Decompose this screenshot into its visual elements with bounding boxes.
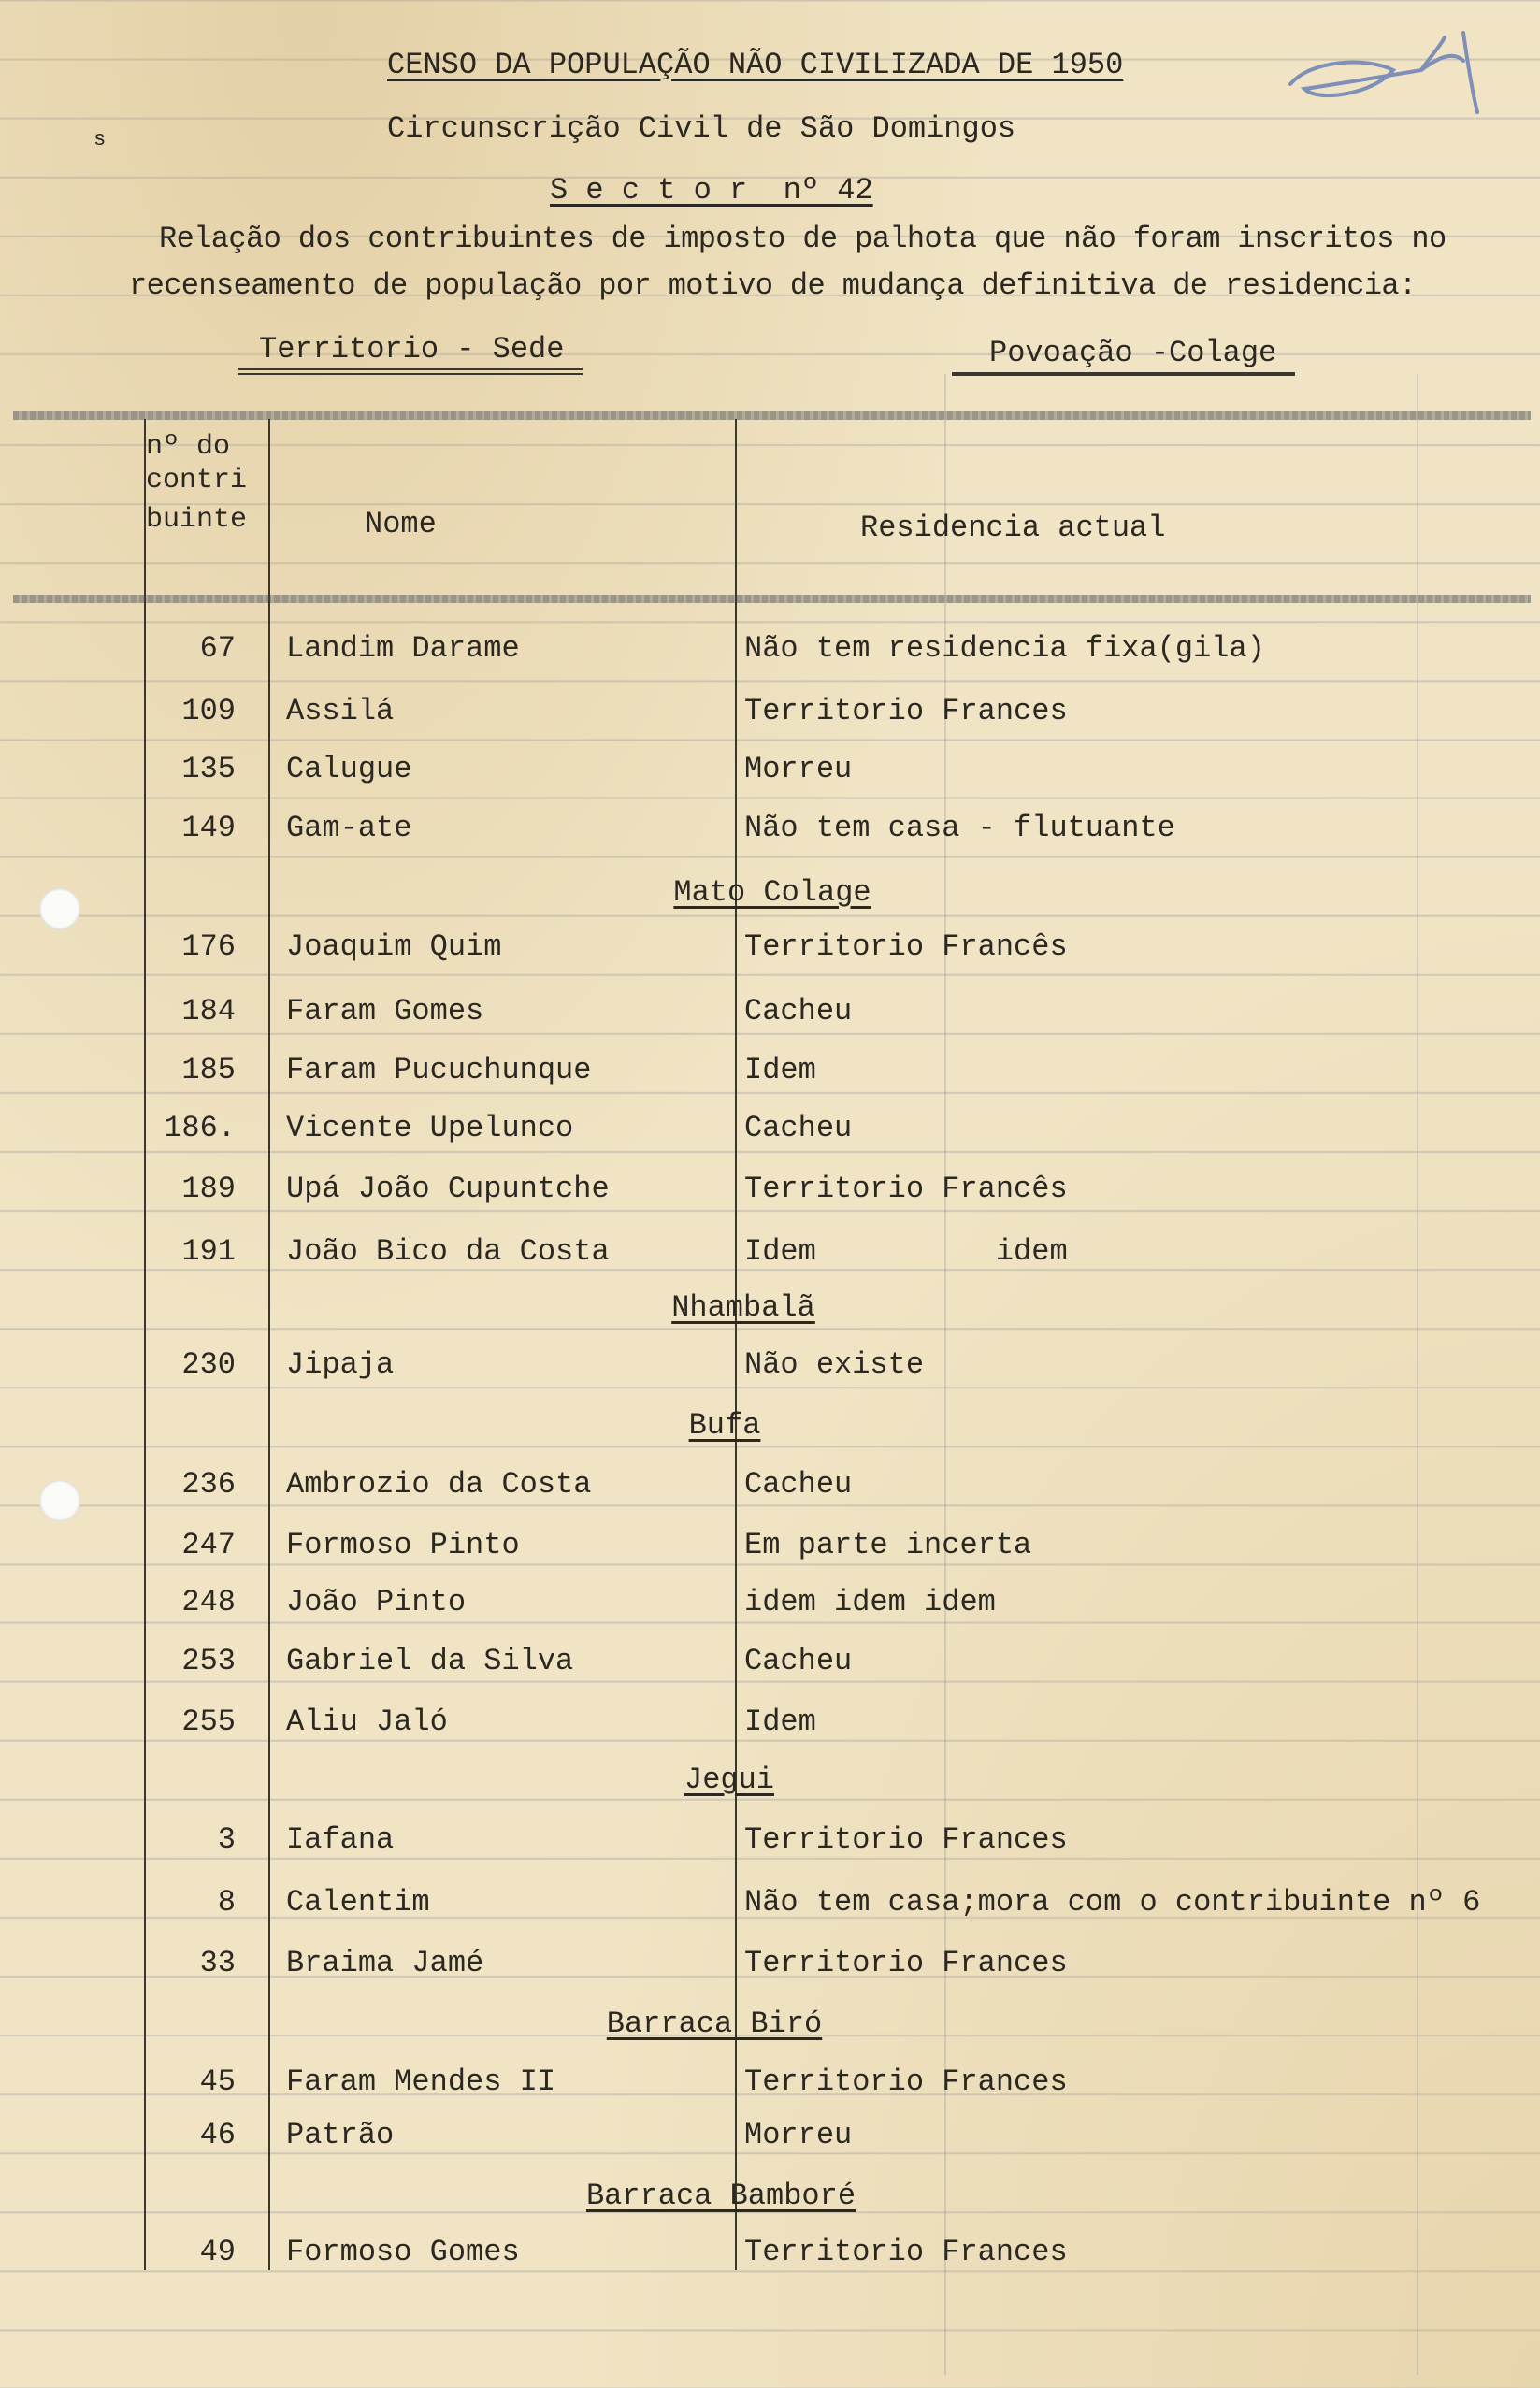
- contributor-name: Aliu Jaló: [286, 1705, 448, 1739]
- contributor-number: 247: [181, 1528, 236, 1562]
- contributor-name: Upá João Cupuntche: [286, 1172, 610, 1206]
- contributor-name: Vicente Upelunco: [286, 1111, 574, 1145]
- contributor-number: 184: [181, 994, 236, 1029]
- contributor-number: 8: [217, 1885, 236, 1920]
- residence: Não tem casa - flutuante: [744, 811, 1175, 845]
- contributor-name: Faram Mendes II: [286, 2064, 556, 2099]
- contributor-number: 67: [199, 631, 236, 666]
- residence: Cacheu: [744, 1467, 853, 1502]
- contributor-number: 3: [217, 1822, 236, 1857]
- ruled-line: [1417, 374, 1418, 2375]
- contributor-name: Iafana: [286, 1822, 395, 1857]
- column-header-number-line: contri: [146, 465, 248, 496]
- residence: Idem idem: [744, 1234, 1068, 1269]
- document-title: CENSO DA POPULAÇÃO NÃO CIVILIZADA DE 1950: [387, 48, 1124, 82]
- residence: Territorio Frances: [744, 1822, 1068, 1857]
- intro-line-1: Relação dos contribuintes de imposto de palhota que não foram inscritos no: [159, 222, 1446, 256]
- contributor-number: 236: [181, 1467, 236, 1502]
- margin-mark: s: [94, 128, 107, 151]
- residence: Idem: [744, 1705, 816, 1739]
- column-header-number-line: buinte: [146, 504, 248, 536]
- contributor-name: Ambrozio da Costa: [286, 1467, 592, 1502]
- contributor-number: 149: [181, 811, 236, 845]
- contributor-number: 191: [181, 1234, 236, 1269]
- section-heading: Barraca Biró: [606, 2007, 823, 2041]
- signature-icon: [1281, 19, 1496, 122]
- residence: Territorio Frances: [744, 2064, 1068, 2099]
- table-top-border: [13, 411, 1531, 420]
- contributor-number: 109: [181, 694, 236, 728]
- residence: Idem: [744, 1053, 816, 1087]
- column-divider: [735, 419, 737, 2270]
- residence: Territorio Frances: [744, 694, 1068, 728]
- section-heading: Bufa: [688, 1408, 761, 1443]
- column-header-number-line: nº do: [146, 431, 231, 463]
- table-header-border: [13, 595, 1531, 603]
- punch-hole: [39, 888, 80, 929]
- contributor-name: Faram Gomes: [286, 994, 484, 1029]
- contributor-name: Gabriel da Silva: [286, 1644, 574, 1678]
- contributor-number: 185: [181, 1053, 236, 1087]
- contributor-number: 186.: [164, 1111, 236, 1145]
- contributor-name: Calentim: [286, 1885, 430, 1920]
- residence: Morreu: [744, 752, 853, 786]
- residence: Não tem residencia fixa(gila): [744, 631, 1265, 666]
- residence: Cacheu: [744, 1111, 853, 1145]
- contributor-number: 255: [181, 1705, 236, 1739]
- residence: Cacheu: [744, 1644, 853, 1678]
- contributor-name: Landim Darame: [286, 631, 520, 666]
- residence: Morreu: [744, 2118, 853, 2152]
- residence: Territorio Francês: [744, 929, 1068, 964]
- contributor-number: 176: [181, 929, 236, 964]
- contributor-name: Formoso Gomes: [286, 2235, 520, 2269]
- section-heading: Jegui: [684, 1762, 775, 1797]
- contributor-name: João Bico da Costa: [286, 1234, 610, 1269]
- village-label: Povoação -Colage: [952, 337, 1295, 376]
- contributor-name: Calugue: [286, 752, 412, 786]
- contributor-number: 46: [199, 2118, 236, 2152]
- column-header-residence: Residencia actual: [860, 511, 1166, 545]
- residence: Não tem casa;mora com o contribuinte nº 6: [744, 1885, 1481, 1920]
- punch-hole: [39, 1480, 80, 1521]
- contributor-name: Braima Jamé: [286, 1946, 484, 1980]
- contributor-name: Formoso Pinto: [286, 1528, 520, 1562]
- contributor-name: Jipaja: [286, 1347, 395, 1382]
- contributor-name: Assilá: [286, 694, 395, 728]
- contributor-name: Joaquim Quim: [286, 929, 502, 964]
- territory-label: Territorio - Sede: [238, 333, 583, 375]
- contributor-name: Faram Pucuchunque: [286, 1053, 592, 1087]
- section-heading: Barraca Bamboré: [585, 2179, 856, 2213]
- residence: Cacheu: [744, 994, 853, 1029]
- residence: Territorio Frances: [744, 1946, 1068, 1980]
- column-divider: [268, 419, 270, 2270]
- contributor-number: 248: [181, 1585, 236, 1619]
- column-header-name: Nome: [365, 507, 437, 541]
- contributor-number: 189: [181, 1172, 236, 1206]
- residence: Não existe: [744, 1347, 925, 1382]
- section-heading: Mato Colage: [673, 875, 871, 910]
- contributor-name: Gam-ate: [286, 811, 412, 845]
- contributor-number: 253: [181, 1644, 236, 1678]
- column-header-number: [146, 430, 247, 537]
- contributor-number: 230: [181, 1347, 236, 1382]
- sector-heading: S e c t o r nº 42: [550, 173, 873, 208]
- circumscription: Circunscrição Civil de São Domingos: [387, 111, 1016, 146]
- residence: Territorio Frances: [744, 2235, 1068, 2269]
- contributor-number: 49: [199, 2235, 236, 2269]
- contributor-name: João Pinto: [286, 1585, 467, 1619]
- section-heading: Nhambalã: [671, 1290, 815, 1325]
- contributor-number: 33: [199, 1946, 236, 1980]
- residence: Territorio Francês: [744, 1172, 1068, 1206]
- intro-line-2: recenseamento de população por motivo de mudança definitiva de residencia:: [129, 268, 1417, 303]
- contributor-number: 45: [199, 2064, 236, 2099]
- residence: idem idem idem: [744, 1585, 996, 1619]
- contributor-number: 135: [181, 752, 236, 786]
- contributor-name: Patrão: [286, 2118, 395, 2152]
- residence: Em parte incerta: [744, 1528, 1032, 1562]
